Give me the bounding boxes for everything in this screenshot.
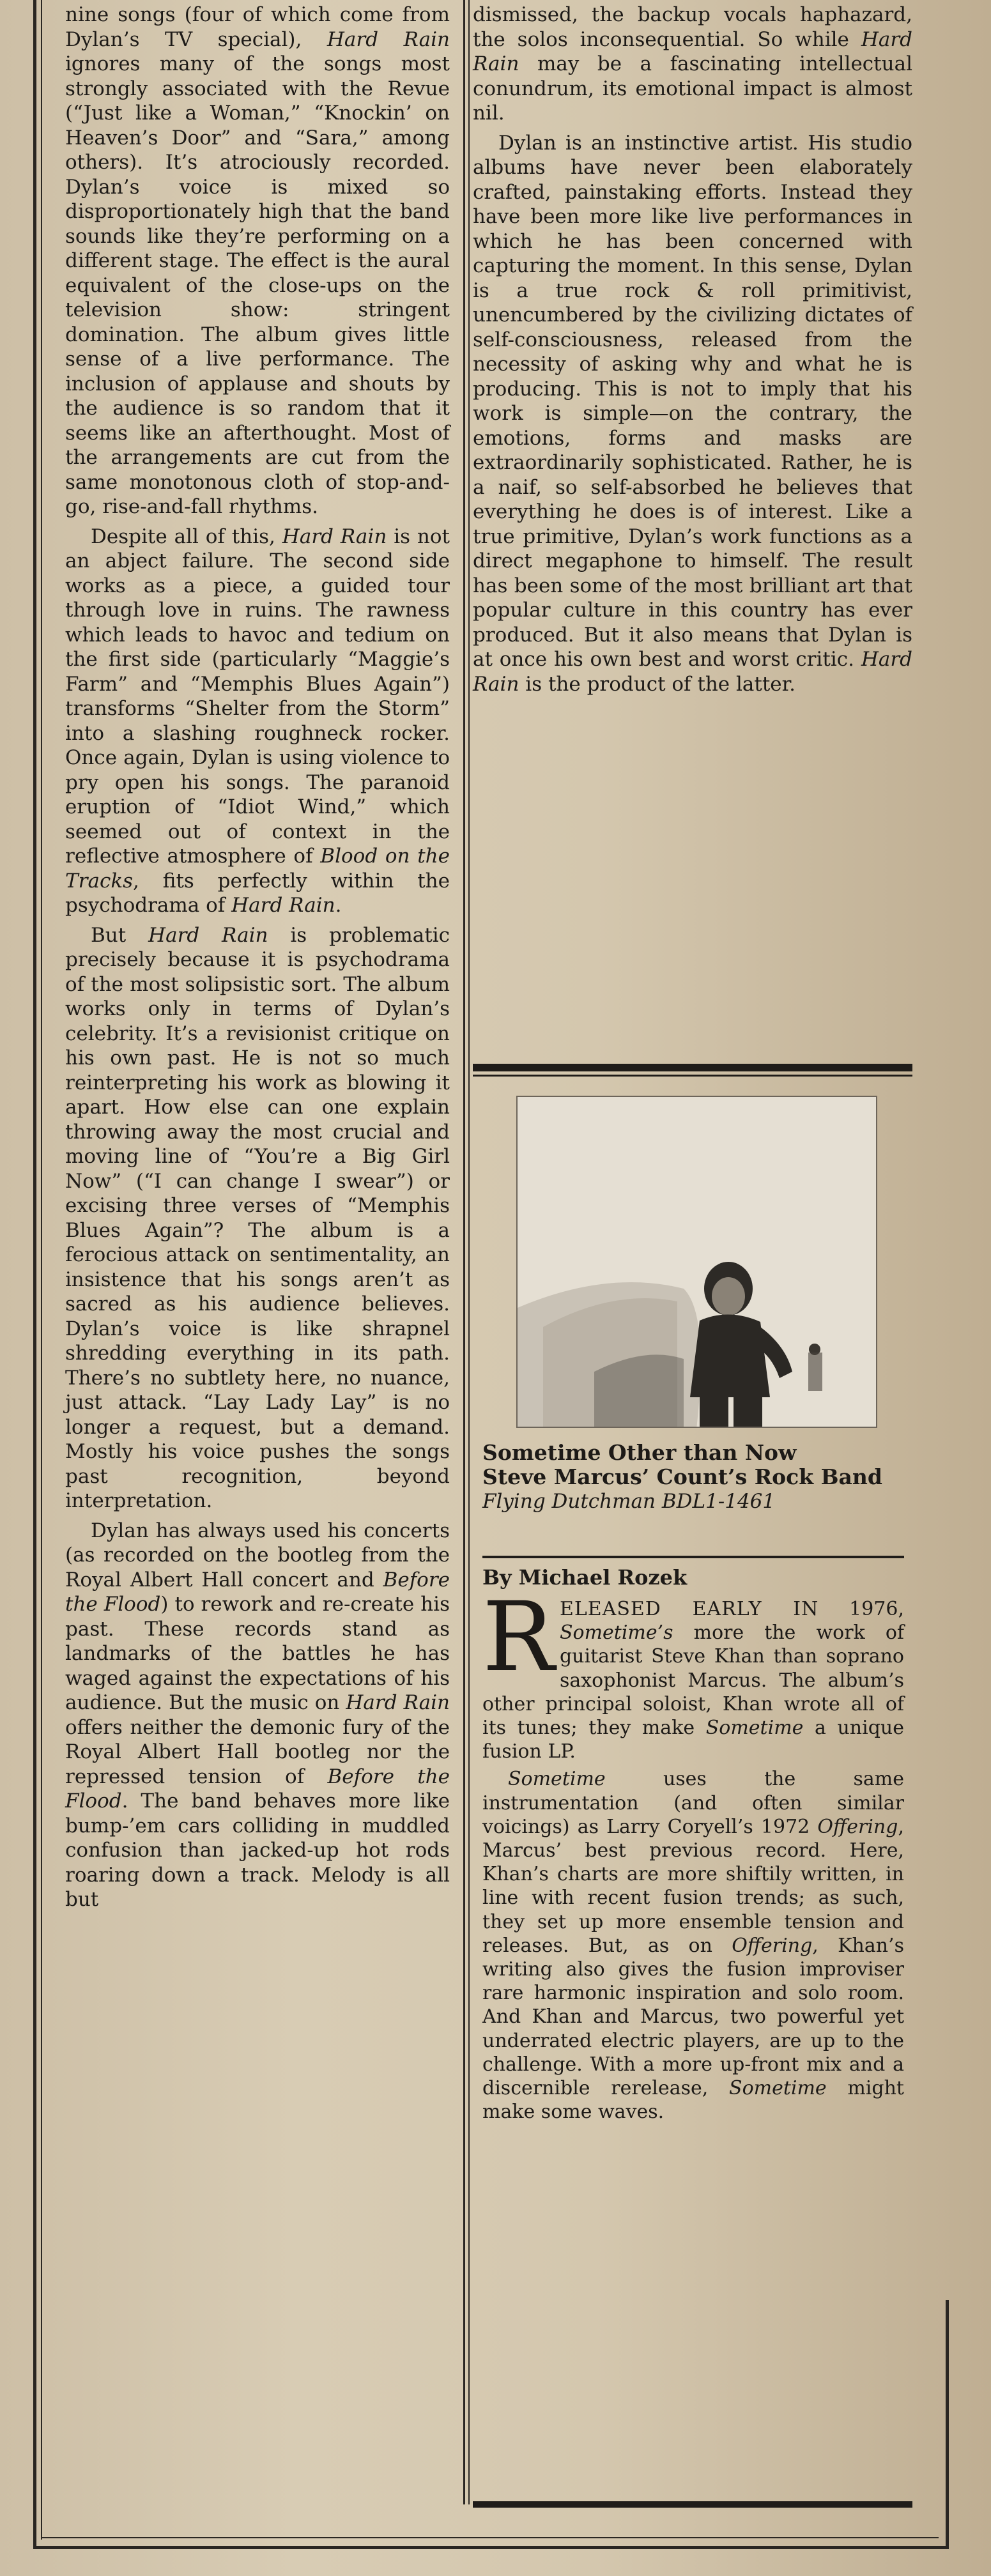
italic-title: Before the Flood [65, 1568, 450, 1616]
right-column [473, 3, 912, 702]
review-header [482, 1441, 904, 1514]
italic-title: Hard Rain [326, 27, 450, 51]
italic-title: Offering [732, 1934, 813, 1957]
paragraph: nine songs (four of which come from Dylan’s TV special), Hard Rain ignores many of the songs most strongly associated with the Revue (“Just like a Woman,” “Knockin’ on Heaven’s Door” and “Sara,” among others). It’s atrociously recorded. Dylan’s voice is mixed so disproportionately high that the band sounds like they’re performing on a different stage. The effect is the aural equivalent of the close-ups on the television show: stringent domination. The album gives little sense of a live performance. The inclusion of applause and shouts by the audience is so random that it seems like an afterthought. Most of the arrangements are cut from the same monotonous cloth of stop-and-go, rise-and-fall rhythms. [65, 3, 450, 518]
page-border-left-inner [41, 0, 42, 2540]
column-divider [463, 0, 465, 2504]
italic-title: Hard Rain [473, 648, 912, 696]
column-divider-inner [468, 0, 470, 2504]
paragraph: But Hard Rain is problematic precisely because it is psychodrama of the most solipsistic sort. The album works only in terms of Dylan’s celebrity. It’s a revisionist critique on his own past. He is not so much reinterpreting his work as blowing it apart. How else can one explain throwing away the most crucial and moving line of “You’re a Big Girl Now” (“I can change I swear”) or excising three verses of “Memphis Blues Again”? The album is a ferocious attack on sentimentality, an insistence that his songs aren’t as sacred as his audience believes. Dylan’s voice is like shrapnel shredding everything in its path. There’s no subtlety here, no nuance, just attack. “Lay Lady Lay” is no longer a request, but a demand. Mostly his voice pushes the songs past recognition, beyond interpretation. [65, 923, 450, 1512]
italic-title: Before the Flood [65, 1765, 450, 1813]
italic-title: Blood on the Tracks [65, 845, 450, 893]
italic-title: Hard Rain [282, 525, 387, 548]
italic-title: Sometime [729, 2077, 827, 2100]
album-cover-image [518, 1097, 877, 1428]
paragraph: dismissed, the backup vocals haphazard, the solos inconsequential. So while Hard Rain may be a fascinating intellectual conundrum, its emotional impact is almost nil. [473, 3, 912, 125]
italic-title: Hard Rain [231, 894, 335, 917]
review-rule [482, 1556, 904, 1558]
paragraph: Dylan is an instinctive artist. His studio albums have never been elaborately crafted, painstaking efforts. Instead they have been more like live performances in which he has been concerned with capturing the moment. In this sense, Dylan is a true rock & roll primitivist, unencumbered by the civilizing dictates of self-consciousness, released from the necessity of asking why and what he is producing. This is not to imply that his work is simple—on the contrary, the emotions, forms and masks are extraordinarily sophisticated. Rather, he is a naif, so self-absorbed he believes that everything he does is of interest. Like a true primitive, Dylan’s work functions as a direct megaphone to himself. The result has been some of the most brilliant art that popular culture in this country has ever produced. But it also means that Dylan is at once his own best and worst critic. Hard Rain is the product of the latter. [473, 131, 912, 696]
album-title: Sometime Other than Now [482, 1440, 797, 1465]
section-rule [473, 1064, 912, 1071]
review-body [482, 1582, 904, 2128]
paragraph-rest: 1976, Sometime’s more the work of guitarist Steve Khan than soprano saxophonist Marcus. The album’s other principal soloist, Khan wrote all of its tunes; they make Sometime a unique fusion LP. [482, 1598, 904, 1763]
page-border-bottom [33, 2546, 947, 2549]
record-label: Flying Dutchman BDL1-1461 [482, 1490, 776, 1513]
lead-caps: ELEASED EARLY IN [559, 1598, 819, 1620]
italic-title: Offering [817, 1815, 898, 1838]
section-rule-thin [473, 1075, 912, 1077]
italic-title: Sometime [508, 1768, 606, 1791]
paragraph [482, 1582, 904, 1763]
byline: By Michael Rozek [482, 1565, 688, 1590]
page-border-left [33, 0, 36, 2549]
album-cover-photo [516, 1096, 877, 1428]
paragraph: Dylan has always used his concerts (as recorded on the bootleg from the Royal Albert Hall concert and Before the Flood) to rework and re-create his past. These records stand as landmarks of the battles he has waged against the expectations of his audience. But the music on Hard Rain offers neither the demonic fury of the Royal Albert Hall bootleg nor the repressed tension of Before the Flood. The band behaves more like bump-’em cars colliding in muddled confusion than jacked-up hot rods roaring down a track. Melody is all but [65, 1519, 450, 1911]
italic-title: Sometime [705, 1717, 804, 1740]
italic-title: Hard Rain [473, 27, 912, 75]
artist-name: Steve Marcus’ Count’s Rock Band [482, 1464, 882, 1489]
drop-cap: R [482, 1582, 555, 1693]
italic-title: Hard Rain [148, 923, 268, 947]
left-column [65, 3, 450, 1917]
page-border-right [946, 2300, 949, 2549]
paragraph: Despite all of this, Hard Rain is not an abject failure. The second side works as a piece, a guided tour through love in ruins. The rawness which leads to havoc and tedium on the first side (particularly “Maggie’s Farm” and “Memphis Blues Again”) transforms “Shelter from the Storm” into a slashing roughneck rocker. Once again, Dylan is using violence to pry open his songs. The paranoid eruption of “Idiot Wind,” which seemed out of context in the reflective atmosphere of Blood on the Tracks, fits perfectly within the psychodrama of Hard Rain. [65, 525, 450, 917]
paragraph: Sometime uses the same instrumentation (and often similar voicings) as Larry Coryell’s 1972 Offering, Marcus’ best previous record. Here, Khan’s charts are more shiftily written, in line with recent fusion trends; as such, they set up more ensemble tension and releases. But, as on Offering, Khan’s writing also gives the fusion improviser rare harmonic inspiration and solo room. And Khan and Marcus, two powerful yet underrated electric players, are up to the challenge. With a more up-front mix and a discernible rerelease, Sometime might make some waves. [482, 1768, 904, 2124]
end-rule [473, 2501, 912, 2508]
italic-title: Sometime’s [559, 1621, 673, 1644]
page-border-bottom-inner [41, 2537, 939, 2538]
italic-title: Hard Rain [346, 1691, 450, 1714]
